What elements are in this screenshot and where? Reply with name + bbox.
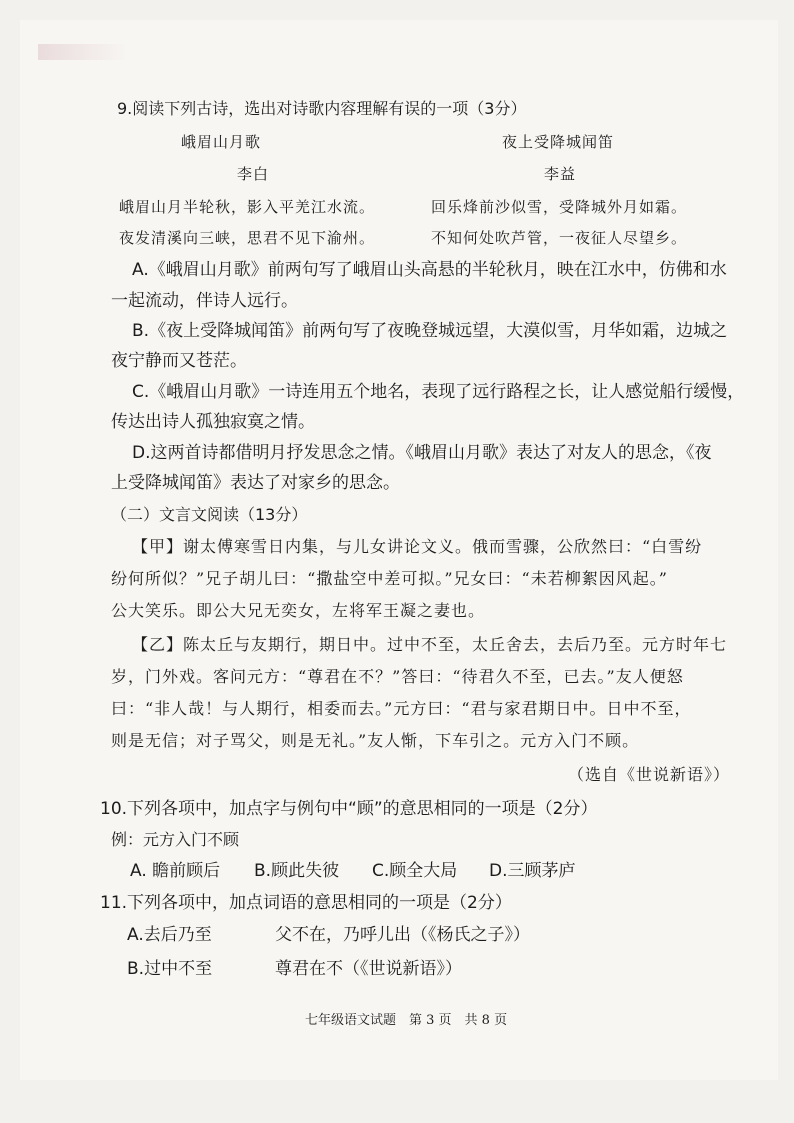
q11-option-b-right: 尊君在不（《世说新语》） (275, 959, 462, 979)
poem1-title: 峨眉山月歌 (181, 133, 262, 151)
section2-heading: （二）文言文阅读（13分） (111, 505, 308, 524)
passage-yi-line4: 则是无信；对子骂父，则是无礼。”友人惭，下车引之。元方入门不顾。 (111, 731, 640, 750)
q9-option-a-line2: 一起流动，伴诗人远行。 (111, 291, 298, 311)
q9-option-b-line1: B.《夜上受降城闻笛》前两句写了夜晚登城远望，大漠似雪，月华如霜，边城之 (132, 321, 728, 341)
passage-jia-line1: 【甲】谢太傅寒雪日内集，与儿女讲论文义。俄而雪骤，公欣然曰：“白雪纷 (132, 537, 703, 556)
q10-option-d: D.三顾茅庐 (489, 861, 576, 881)
passage-source: （选自《世说新语》） (568, 765, 731, 784)
exam-page (20, 20, 778, 1080)
scan-mark (38, 44, 128, 60)
q9-option-c-line1: C.《峨眉山月歌》一诗连用五个地名，表现了远行路程之长，让人感觉船行缓慢， (132, 382, 745, 402)
page-footer: 七年级语文试题 第 3 页 共 8 页 (305, 1013, 508, 1028)
poem2-author: 李益 (544, 165, 577, 183)
poem1-author: 李白 (237, 165, 270, 183)
poem2-line1: 回乐烽前沙似雪，受降城外月如霜。 (431, 198, 688, 216)
q10-option-b: B.顾此失彼 (254, 861, 340, 881)
q9-option-b-line2: 夜宁静而又苍茫。 (111, 351, 247, 371)
q10-option-c: C.顾全大局 (372, 861, 458, 881)
poem2-line2: 不知何处吹芦管，一夜征人尽望乡。 (431, 229, 688, 247)
q9-option-a-line1: A.《峨眉山月歌》前两句写了峨眉山头高悬的半轮秋月，映在江水中，仿佛和水 (132, 260, 727, 280)
q9-option-d-line2: 上受降城闻笛》表达了对家乡的思念。 (111, 473, 400, 493)
q11-option-a-right: 父不在，乃呼儿出（《杨氏之子》） (275, 925, 530, 945)
passage-yi-line2: 岁，门外戏。客问元方：“尊君在不？”答曰：“待君久不至，已去。”友人便怒 (111, 667, 684, 686)
q10-option-a: A. 瞻前顾后 (130, 861, 221, 881)
poem1-line2: 夜发清溪向三峡，思君不见下渝州。 (119, 229, 376, 247)
q9-option-d-line1: D.这两首诗都借明月抒发思念之情。《峨眉山月歌》表达了对友人的思念，《夜 (132, 443, 712, 463)
q11-option-a-left: A.去后乃至 (127, 925, 212, 945)
q10-title: 10.下列各项中，加点字与例句中“顾”的意思相同的一项是（2分） (100, 799, 598, 819)
q10-example: 例：元方入门不顾 (111, 830, 240, 849)
passage-yi-line3: 曰：“非人哉！与人期行，相委而去。”元方曰：“君与家君期日中。日中不至， (111, 699, 692, 718)
passage-yi-line1: 【乙】陈太丘与友期行，期日中。过中不至，太丘舍去，去后乃至。元方时年七 (132, 635, 728, 654)
q11-option-b-left: B.过中不至 (127, 959, 213, 979)
poem2-title: 夜上受降城闻笛 (502, 133, 615, 151)
q11-title: 11.下列各项中，加点词语的意思相同的一项是（2分） (100, 893, 512, 913)
q9-title: 9.阅读下列古诗，选出对诗歌内容理解有误的一项（3分） (117, 99, 527, 118)
passage-jia-line2: 纷何所似？”兄子胡儿曰：“撒盐空中差可拟。”兄女曰：“未若柳絮因风起。” (111, 569, 668, 588)
q9-option-c-line2: 传达出诗人孤独寂寞之情。 (111, 412, 315, 432)
poem1-line1: 峨眉山月半轮秋，影入平羌江水流。 (119, 198, 376, 216)
passage-jia-line3: 公大笑乐。即公大兄无奕女，左将军王凝之妻也。 (111, 601, 486, 620)
